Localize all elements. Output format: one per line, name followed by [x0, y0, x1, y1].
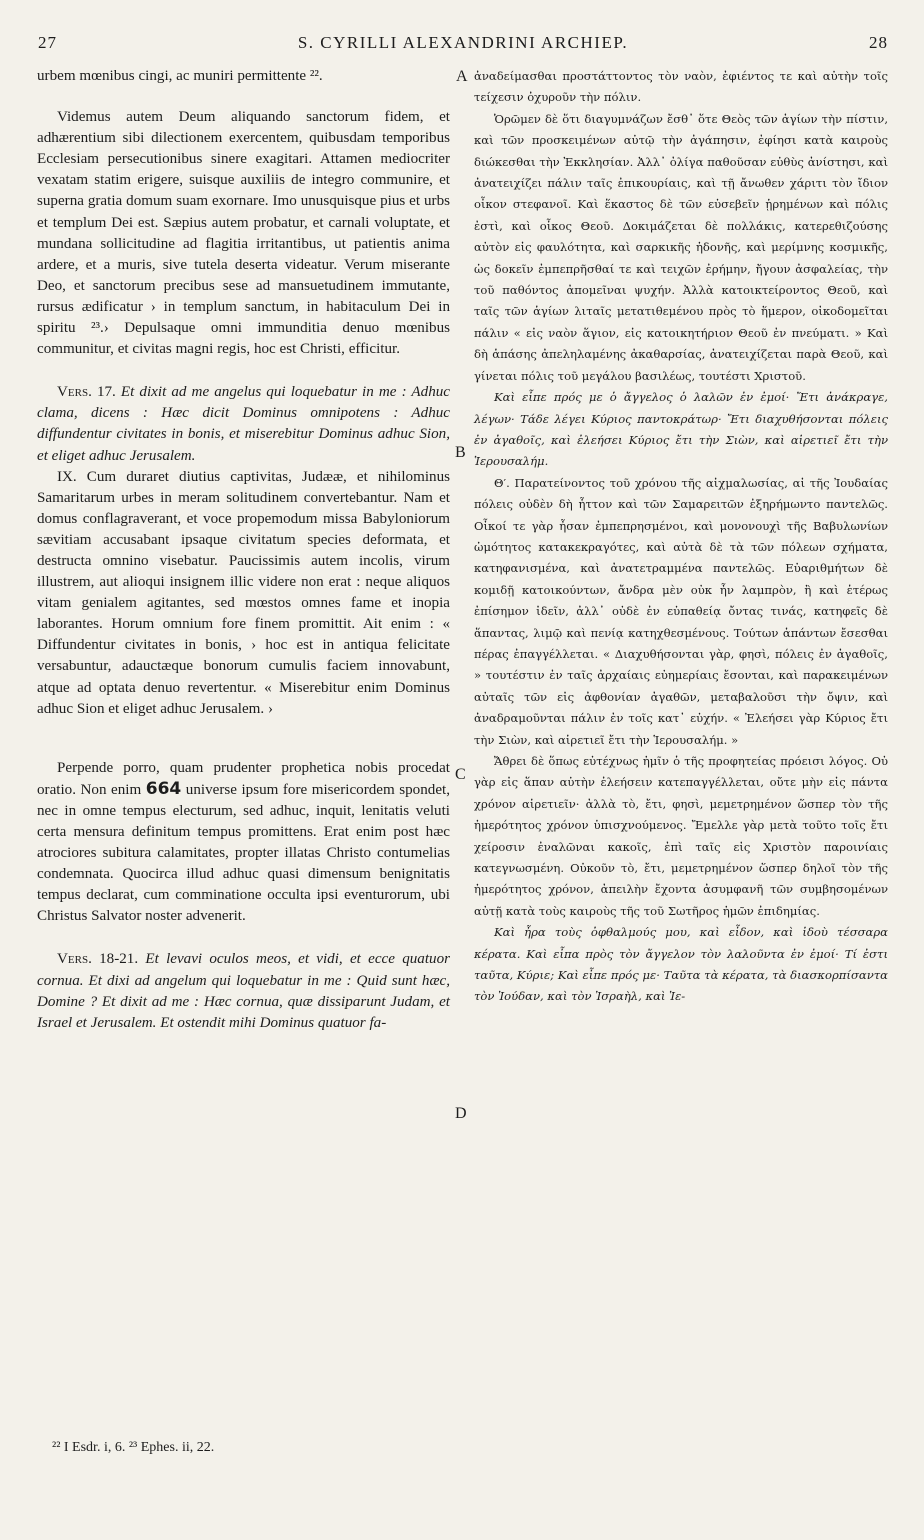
margin-letter-d: D: [455, 1105, 467, 1122]
latin-verse-17: [37, 382, 450, 466]
page-header: [38, 33, 888, 57]
verse-text: Et dixit ad me angelus qui loquebatur in me : Adhuc clama, dicens : Hæc dicit Dominus omnipotens : Adhuc diffundentur civitates in bonis, et miserebitur Dominus adhuc Sion, et eliget adhuc Jerusalem.: [37, 384, 450, 464]
latin-paragraph-4: IX. Cum duraret diutius captivitas, Judææ, et nihilominus Samaritarum urbes in meram solitudinem convertebantur. Nam et domus conflagraverant, et voce propemodum missa Babyloniorum sævitiam accusabant ipsaque civitatum species deformata, et destructa omnino visebatur. Paucissimis autem incolis, virum illustrem, aut alioqui insignem illic videre non erat : neque aliquos vitam genialem agitantes, sed mœstos omnes fame et inopia laborantes. Horum omnium fore finem promittit. Ait enim : « Diffundentur civitates in bonis, › hoc est in antiqua felicitate versabuntur, adauctæque bonorum cumulis faciem innovabunt, atque ad optata denuo revertentur. « Miserebitur enim Dominus adhuc Sion et eliget adhuc Jerusalem. ›: [37, 468, 450, 717]
paragraph-text-a: Perpende porro, quam prudenter prophetica nobis procedat oratio. Non enim: [37, 759, 450, 798]
verse-text: Et levavi oculos meos, et vidi, et ecce quatuor cornua. Et dixi ad angelum qui loquebatur in me : Quid sunt hæc, Domine ? Et dixit ad me : Hæc cornua, quæ dissiparunt Judam, et Israel et Jerusalem. Et ostendit mihi Dominus quatuor fa-: [37, 951, 450, 1031]
greek-verse-18: Καὶ ἦρα τοὺς ὀφθαλμούς μου, καὶ εἶδον, καὶ ἰδοὺ τέσσαρα κέρατα. Καὶ εἶπα πρὸς τὸν ἄγγελον τὸν λαλοῦντα ἐν ἐμοί· Τί ἐστι ταῦτα, Κύριε; Καὶ εἶπε πρός με· Ταῦτα τὰ κέρατα, τὰ διασκορπίσαντα τὸν Ἰούδαν, καὶ τὸν Ἰσραὴλ, καὶ Ἱε-: [474, 925, 888, 1004]
column-number: 664: [145, 778, 182, 799]
greek-verse-17: Καὶ εἶπε πρός με ὁ ἄγγελος ὁ λαλῶν ἐν ἐμοί· Ἔτι ἀνάκραγε, λέγων· Τάδε λέγει Κύριος παντοκράτωρ· Ἔτι διαχυθήσονται πόλεις ἐν ἀγαθοῖς, καὶ ἐλεήσει Κύριος ἔτι τὴν Σιὼν, καὶ αἱρετιεῖ ἔτι τὴν Ἱερουσαλήμ.: [474, 390, 888, 469]
paragraph-text-b: universe ipsum fore misericordem spondet, nec in omne tempus electurum, sed adhuc, inquit, lenitatis veluti certa mensura definitum tempus promittens. Erat enim post hæc atrociores subitura calamitates, propter illatas Christo contumelias condemnata. Quocirca illud adhuc quasi dimensum benignitatis tempus declarat, cum comminatione occulta ipsi eventurorum, ubi Christus Salvator noster advenerit.: [37, 781, 450, 925]
margin-letter-c: C: [455, 766, 466, 783]
margin-letter-a: A: [456, 68, 468, 85]
greek-paragraph-4: Θ′. Παρατείνοντος τοῦ χρόνου τῆς αἰχμαλωσίας, αἱ τῆς Ἰουδαίας πόλεις οὐδὲν δὴ ἧττον καὶ τῶν Σαμαρειτῶν ἐξηρήμωντο παντελῶς. Οἶκοί τε γὰρ ἦσαν ἐμπεπρησμένοι, καὶ μονονουχὶ τῆς Βαβυλωνίων ὠμότητος κατακεκραγότες, καὶ αὐτὰ δὲ τὰ τῶν πόλεων σχήματα, κατηφανισμένα, καὶ ἀνατετραμμένα παντελῶς. Εὐαριθμήτων δὲ κομιδῇ κατοικούντων, ἄνδρα μὲν οὐκ ἦν λαμπρὸν, ἢ καὶ ἑτέρως ἐπίσημον ἰδεῖν, ἀλλ᾽ οὐδὲ ἐν εὐπαθείᾳ ὄντας τινάς, κατηφεῖς δὲ ἅπαντας, λιμῷ καὶ πενίᾳ κατηχθεσμένους. Τούτων ἁπάντων ἔσεσθαι πέρας ἐπαγγέλλεται. « Διαχυθήσονται γὰρ, φησὶ, πόλεις ἐν ἀγαθοῖς, » τουτέστιν ἐν ταῖς ἀρχαίαις εὐημερίαις ἔσονται, καὶ παρακειμένων αὐταῖς τῶν εἰς ἀφθονίαν ἀγαθῶν, μεταβαλοῦσι τὴν ὄψιν, καὶ ἀναδραμοῦνται πάλιν ἐν τοῖς κατ᾽ εὐχήν. « Ἐλεήσει γὰρ Κύριος ἔτι τὴν Σιὼν, καὶ αἱρετιεῖ ἔτι τὴν Ἱερουσαλήμ. »: [474, 475, 888, 747]
latin-paragraph-1: urbem mœnibus cingi, ac muniri permittente ²².: [37, 68, 323, 84]
verse-label: Vers. 18-21.: [57, 951, 146, 968]
margin-letter-b: B: [455, 444, 466, 461]
latin-paragraph-2: Videmus autem Deum aliquando sanctorum fidem, et adhærentium sibi dilectionem exercentem, quibusdam temporibus Ecclesiam persecutionibus sinere exagitari. Attamen mediocriter vexatam statim erigere, suisque auxiliis de integro communire, et superna gratia domum suam exornare. Imo unusquisque pius et urbs et templum Dei est. Sæpius autem probatur, et carnali voluptate, et mundana sollicitudine ad flagitia irritantibus, ut patientis anima ardere, et a muris, sive tutela deserta videatur. Verum miserante Deo, et sanctorum precibus sese ad mansuetudinem immutante, rursus ædificatur › in templum sanctum, in habitaculum Dei in spiritu ²³.› Depulsaque omni immunditia denuo mœnibus communitur, et civitas magni regis, hoc est Christi, efficitur.: [37, 109, 450, 358]
latin-verse-18: [37, 949, 450, 1033]
latin-paragraph-5: [37, 758, 450, 928]
footnotes: ²² I Esdr. i, 6. ²³ Ephes. ii, 22.: [52, 1440, 215, 1455]
latin-column: [37, 66, 450, 1034]
greek-paragraph-5: Ἄθρει δὲ ὅπως εὐτέχνως ἡμῖν ὁ τῆς προφητείας πρόεισι λόγος. Οὐ γὰρ εἰς ἅπαν αὐτὴν ἐλεήσειν κατεπαγγέλλεται, οὔτε μὴν εἰς πάντα χρόνον αἱρετιεῖν· ἀλλὰ τὸ, ἔτι, φησὶ, μεμετρημένον ὥσπερ τὸν τῆς ἡμερότητος χρόνον ὑπισχνούμενος. Ἔμελλε γὰρ μετὰ τοῦτο τοῖς ἔτι χείροσιν ἐναλῶναι κακοῖς, ἐπὶ ταῖς εἰς Χριστὸν παροινίαις κατεγνωσμένη. Οὐκοῦν τὸ, ἔτι, μεμετρημένον ὥσπερ δηλοῖ τὸν τῆς ἡμερότητος χρόνον, ἀπειλὴν ἔχοντα ἀσυμφανῆ τῶν συμβησομένων αὐτῇ κατὰ τοὺς καιροὺς τῆς τοῦ Σωτῆρος ἡμῶν ἐπιδημίας.: [474, 754, 888, 918]
page-number-left: 27: [38, 33, 57, 52]
greek-column: [474, 66, 888, 1008]
verse-label: Vers. 17.: [57, 384, 121, 401]
greek-paragraph-2: Ὁρῶμεν δὲ ὅτι διαγυμνάζων ἔσθ᾽ ὅτε Θεὸς τῶν ἁγίων τὴν πίστιν, καὶ τῶν προσκειμένων αὐτῷ τὴν ἀγάπησιν, ἐφίησι κατὰ καιροὺς διώκεσθαι τὴν Ἐκκλησίαν. Ἀλλ᾽ ὀλίγα παθοῦσαν εὐθὺς ἀνίστησι, καὶ ἀνατειχίζει πάλιν ταῖς ἐπικουρίαις, καὶ τῇ ἄνωθεν χάριτι τὸν ἴδιον οἶκον στεφανοῖ. Καὶ ἕκαστος δὲ τῶν εὐσεβεῖν ᾑρημένων καὶ πόλις ἐστὶ, καὶ οἶκος Θεοῦ. Δοκιμάζεται δὲ πολλάκις, κατερεθιζούσης αὐτὸν εἰς φαυλότητα, καὶ σαρκικῆς ἡδονῆς, καὶ μερίμνης κοσμικῆς, ὡς δοκεῖν ἐμπεπρῆσθαί τε καὶ τειχῶν ἐρήμην, ἤγουν ἀσφαλείας, τὴν τοῦ παθόντος ἀπομεῖναι ψυχήν. Ἀλλὰ κατοικτείροντος Θεοῦ, καὶ ταῖς τῶν ἁγίων λιταῖς μετατιθεμένου πρὸς τὸ ἥμερον, οἰκοδομεῖται πάλιν « εἰς ναὸν ἅγιον, εἰς κατοικητήριον Θεοῦ ἐν πνεύματι. » Καὶ δὴ ἁπάσης ἀπεληλαμένης ἀκαθαρσίας, ἀνατειχίζεται παρὰ Θεοῦ, καὶ γίνεται πόλις τοῦ μεγάλου βασιλέως, τουτέστι Χριστοῦ.: [474, 111, 888, 383]
running-title: S. CYRILLI ALEXANDRINI ARCHIEP.: [297, 33, 629, 52]
greek-paragraph-1: ἀναδείμασθαι προστάττοντος τὸν ναὸν, ἐφιέντος τε καὶ αὐτὴν τοῖς τείχεσιν ὀχυροῦν τὴν πόλιν.: [474, 69, 888, 105]
page-number-right: 28: [869, 33, 888, 52]
